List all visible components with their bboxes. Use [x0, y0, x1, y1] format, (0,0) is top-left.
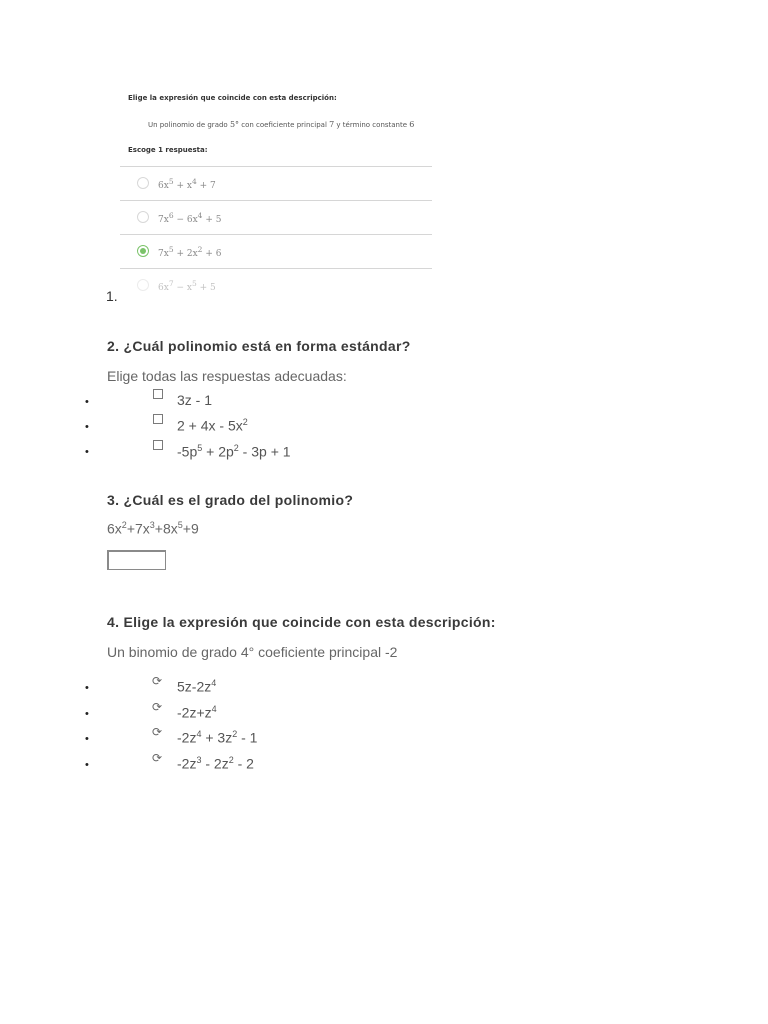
checkbox[interactable]	[153, 440, 163, 450]
radio-icon[interactable]: ⟳	[152, 725, 163, 739]
radio-icon	[137, 211, 149, 223]
checkbox[interactable]	[153, 414, 163, 424]
screenshot-option	[120, 166, 432, 201]
screenshot-option	[120, 268, 432, 303]
checkbox[interactable]	[153, 389, 163, 399]
bullet-icon: •	[85, 682, 89, 694]
screenshot-option	[120, 200, 432, 235]
desc-coef: 7	[329, 120, 335, 129]
answer-input[interactable]	[107, 550, 166, 570]
desc-mid2: y término constante	[334, 121, 410, 129]
bullet-icon: •	[85, 759, 89, 771]
question-1-screenshot	[120, 88, 432, 298]
question-4-description: Un binomio de grado 4° coeficiente principal -2	[107, 644, 398, 660]
question-2-option: $2 + 4x - 5x^2$	[177, 417, 248, 434]
question-2-title: 2. ¿Cuál polinomio está en forma estándar?	[107, 338, 411, 354]
desc-mid1: con coeficiente principal	[239, 121, 330, 129]
radio-icon[interactable]: ⟳	[152, 700, 163, 714]
option-expression: $7x^6 - 6x^4 + 5$	[158, 211, 222, 225]
radio-icon[interactable]: ⟳	[152, 751, 163, 765]
bullet-icon: •	[85, 446, 89, 458]
bullet-icon: •	[85, 396, 89, 408]
question-4-option: $-2z^4 + 3z^2 - 1$	[177, 729, 258, 746]
question-1-number: 1.	[106, 288, 118, 304]
question-3-title: 3. ¿Cuál es el grado del polinomio?	[107, 492, 354, 508]
desc-degree: 5°	[229, 120, 240, 129]
question-2-instruction: Elige todas las respuestas adecuadas:	[107, 368, 347, 384]
option-expression: $6x^5 + x^4 + 7$	[158, 177, 216, 191]
question-4-title: 4. Elige la expresión que coincide con esta descripción:	[107, 614, 496, 630]
radio-icon	[137, 177, 149, 189]
question-2-option: $-5p^5 + 2p^2 - 3p + 1$	[177, 443, 291, 460]
screenshot-option-selected	[120, 234, 432, 269]
option-expression: $7x^5 + 2x^2 + 6$	[158, 245, 222, 259]
bullet-icon: •	[85, 708, 89, 720]
radio-selected-icon	[137, 245, 149, 257]
radio-icon[interactable]: ⟳	[152, 674, 163, 688]
question-4-option: $-2z^3 - 2z^2 - 2$	[177, 755, 254, 772]
question-2-option: 3z - 1	[177, 392, 213, 408]
screenshot-prompt: Escoge 1 respuesta:	[128, 146, 208, 154]
desc-prefix: Un polinomio de grado	[148, 121, 230, 129]
desc-const: 6	[409, 120, 415, 129]
question-4-option: $5z-2z^4$	[177, 678, 217, 695]
question-4-option: $-2z+z^4$	[177, 704, 217, 721]
bullet-icon: •	[85, 733, 89, 745]
radio-icon	[137, 279, 149, 291]
screenshot-title: Elige la expresión que coincide con esta descripción:	[128, 94, 337, 102]
screenshot-description	[148, 120, 414, 129]
bullet-icon: •	[85, 421, 89, 433]
question-3-polynomial: $6x^2+7x^3+8x^5+9$	[107, 520, 199, 537]
option-expression: $6x^7 - x^5 + 5$	[158, 279, 216, 293]
